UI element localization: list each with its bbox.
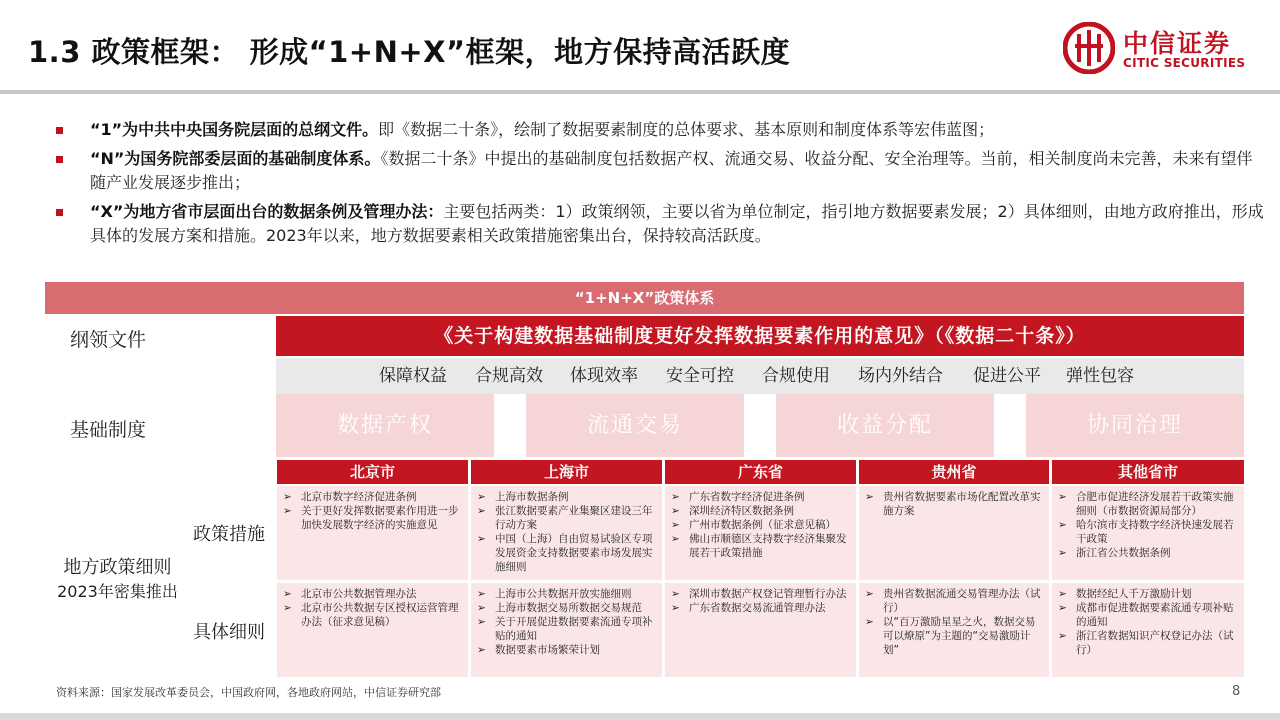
list-item: ➢ 北京市公共数据管理办法 xyxy=(283,588,417,600)
bullet-item-1 xyxy=(56,118,1266,142)
citic-emblem-icon xyxy=(1063,22,1115,74)
list-item: ➢ 北京市公共数据专区授权运营管理办法（征求意见稿） xyxy=(283,602,459,628)
city-header-guangdong: 广东省 xyxy=(665,460,856,484)
list-item: ➢ 合肥市促进经济发展若干政策实施细则（市数据资源局部分） xyxy=(1058,491,1234,517)
local-policy-label xyxy=(45,556,190,604)
list-item: ➢ 数据要素市场繁荣计划 xyxy=(477,644,600,656)
measures-cell-guangdong xyxy=(665,486,856,580)
bullet-item-3 xyxy=(56,200,1266,248)
list-item: ➢ 深圳市数据产权登记管理暂行办法 xyxy=(671,588,847,600)
list-item: ➢ 数据经纪人千万激励计划 xyxy=(1058,588,1192,600)
principle-item: 合规高效 xyxy=(475,366,543,386)
system-data-property: 数据产权 xyxy=(276,394,494,457)
measures-cell-others xyxy=(1052,486,1244,580)
details-cell-guizhou xyxy=(859,583,1049,677)
bullet-list xyxy=(56,118,1266,253)
bullet-item-2 xyxy=(56,147,1266,195)
list-item: ➢ 张江数据要素产业集聚区建设三年行动方案 xyxy=(477,505,653,531)
local-policy-subtitle: 2023年密集推出 xyxy=(57,582,178,601)
bullet-text: 主要包括两类：1）政策纲领，主要以省为单位制定，指引地方数据要素发展；2）具体细则，由地方政府推出，形成具体的发展方案和措施。2023年以来，地方数据要素相关政策措施密集出台，保持较高活跃度。 xyxy=(90,202,1264,245)
system-circulation-trade: 流通交易 xyxy=(526,394,744,457)
bullet-square-icon xyxy=(56,156,63,163)
city-header-beijing: 北京市 xyxy=(277,460,468,484)
logo-chinese-name: 中信证券 xyxy=(1123,29,1232,58)
measures-row-label: 政策措施 xyxy=(193,524,265,545)
page-title: 1.3 政策框架： 形成“1+N+X”框架，地方保持高活跃度 xyxy=(28,35,791,69)
list-item: ➢ 关于更好发挥数据要素作用进一步加快发展数字经济的实施意见 xyxy=(283,505,459,531)
footer-bar xyxy=(0,713,1280,720)
source-note: 资料来源：国家发展改革委员会，中国政府网，各地政府网站，中信证券研究部 xyxy=(56,686,441,699)
principle-item: 安全可控 xyxy=(666,366,734,386)
citic-logo xyxy=(1063,22,1253,76)
list-item: ➢ 广东省数字经济促进条例 xyxy=(671,491,805,503)
details-cell-beijing xyxy=(277,583,468,677)
list-item: ➢ 深圳经济特区数据条例 xyxy=(671,505,794,517)
list-item: ➢ 哈尔滨市支持数字经济快速发展若干政策 xyxy=(1058,519,1234,545)
principle-item: 场内外结合 xyxy=(858,366,943,386)
bullet-square-icon xyxy=(56,209,63,216)
details-cell-guangdong xyxy=(665,583,856,677)
list-item: ➢ 贵州省数据要素市场化配置改革实施方案 xyxy=(865,491,1041,517)
basic-system-row-label: 基础制度 xyxy=(70,419,147,441)
details-cell-shanghai xyxy=(471,583,662,677)
list-item: ➢ 贵州省数据流通交易管理办法（试行） xyxy=(865,588,1041,614)
bullet-bold-text: “X”为地方省市层面出台的数据条例及管理办法： xyxy=(90,202,444,221)
measures-cell-guizhou xyxy=(859,486,1049,580)
bullet-text: 即《数据二十条》，绘制了数据要素制度的总体要求、基本原则和制度体系等宏伟蓝图； xyxy=(378,120,995,139)
list-item: ➢ 上海市数据交易所数据交易规范 xyxy=(477,602,642,614)
guideline-document: 《关于构建数据基础制度更好发挥数据要素作用的意见》（《数据二十条》） xyxy=(276,316,1244,356)
principle-item: 体现效率 xyxy=(570,366,638,386)
list-item: ➢ 北京市数字经济促进条例 xyxy=(283,491,417,503)
logo-english-name: CITIC SECURITIES xyxy=(1123,56,1246,70)
list-item: ➢ 广东省数据交易流通管理办法 xyxy=(671,602,826,614)
list-item: ➢ 浙江省数据知识产权登记办法（试行） xyxy=(1058,630,1234,656)
list-item: ➢ 上海市公共数据开放实施细则 xyxy=(477,588,632,600)
list-item: ➢ 上海市数据条例 xyxy=(477,491,569,503)
list-item: ➢ 以“百万激励星星之火，数据交易可以燎原”为主题的“交易激励计划” xyxy=(865,616,1036,656)
guideline-row-label: 纲领文件 xyxy=(70,329,147,351)
local-policy-title: 地方政策细则 xyxy=(63,557,172,578)
list-item: ➢ 关于开展促进数据要素流通专项补贴的通知 xyxy=(477,616,653,642)
bullet-bold-text: “N”为国务院部委层面的基础制度体系。 xyxy=(90,149,381,168)
bullet-text: 《数据二十条》中提出的基础制度包括数据产权、流通交易、收益分配、安全治理等。当前，相关制度尚未完善，未来有望伴随产业发展逐步推出； xyxy=(90,149,1253,192)
measures-cell-beijing xyxy=(277,486,468,580)
details-cell-others xyxy=(1052,583,1244,677)
details-row-label: 具体细则 xyxy=(193,622,265,643)
list-item: ➢ 广州市数据条例（征求意见稿） xyxy=(671,519,836,531)
list-item: ➢ 中国（上海）自由贸易试验区专项发展资金支持数据要素市场发展实施细则 xyxy=(477,533,653,573)
title-divider xyxy=(0,90,1280,94)
system-collaborative-governance: 协同治理 xyxy=(1026,394,1244,457)
list-item: ➢ 成都市促进数据要素流通专项补贴的通知 xyxy=(1058,602,1234,628)
principle-item: 弹性包容 xyxy=(1066,366,1134,386)
principle-item: 促进公平 xyxy=(973,366,1041,386)
bullet-square-icon xyxy=(56,127,63,134)
list-item: ➢ 佛山市顺德区支持数字经济集聚发展若干政策措施 xyxy=(671,533,847,559)
principles-band xyxy=(276,358,1244,394)
page-number: 8 xyxy=(1232,684,1241,699)
city-header-others: 其他省市 xyxy=(1052,460,1244,484)
list-item: ➢ 浙江省公共数据条例 xyxy=(1058,547,1171,559)
bullet-bold-text: “1”为中共中央国务院层面的总纲文件。 xyxy=(90,120,379,139)
principle-item: 合规使用 xyxy=(762,366,830,386)
policy-system-header: “1+N+X”政策体系 xyxy=(45,282,1244,314)
city-header-shanghai: 上海市 xyxy=(471,460,662,484)
city-header-guizhou: 贵州省 xyxy=(859,460,1049,484)
measures-cell-shanghai xyxy=(471,486,662,580)
system-income-distribution: 收益分配 xyxy=(776,394,994,457)
principle-item: 保障权益 xyxy=(379,366,447,386)
